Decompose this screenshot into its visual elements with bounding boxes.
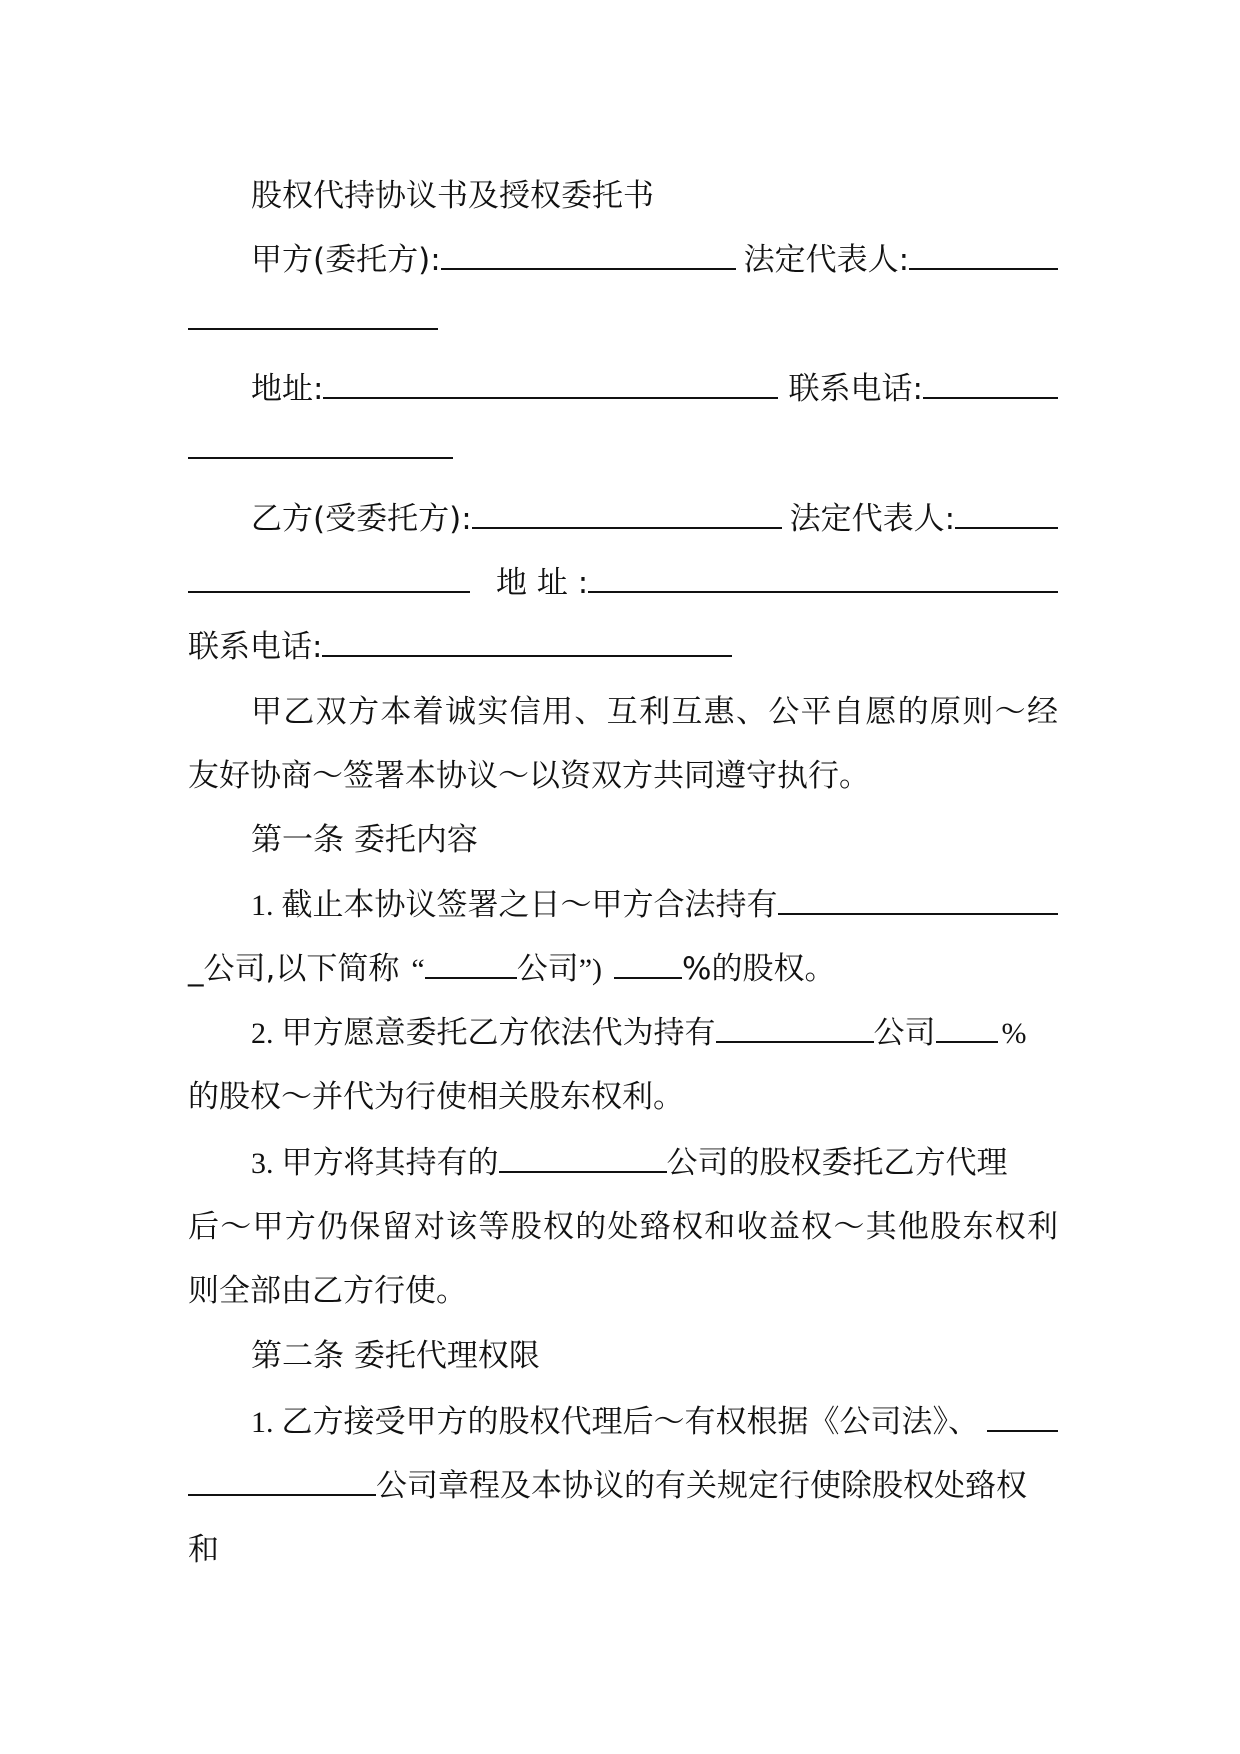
- item-number: 3.: [251, 1147, 274, 1180]
- preamble-line-1: [188, 680, 1058, 744]
- party-b-label: 乙方(受委托方):: [251, 501, 472, 537]
- preamble-line-2: [188, 744, 1058, 808]
- party-b-name-field[interactable]: [472, 497, 782, 529]
- article-1-item-3-line-1: [188, 1131, 1058, 1195]
- document-title: [188, 164, 1058, 228]
- party-b-phone-field[interactable]: [322, 625, 732, 657]
- party-a-legal-rep-continuation: [188, 284, 1058, 348]
- item-text: 乙方接受甲方的股权代理后～有权根据《公司法》、: [281, 1404, 979, 1440]
- party-a-phone-continuation: [188, 413, 1058, 477]
- party-a-legal-rep-field[interactable]: [909, 238, 1058, 270]
- party-b-legal-rep-field[interactable]: [955, 497, 1058, 529]
- party-a-row: [188, 228, 1058, 292]
- item-number: 1.: [251, 889, 274, 922]
- article-1-heading: [188, 808, 1058, 872]
- item-text: 甲方愿意委托乙方依法代为持有: [281, 1015, 716, 1051]
- item-text: 公司的股权委托乙方代理: [666, 1145, 1008, 1181]
- company-short-name-field[interactable]: [425, 947, 517, 979]
- item-text: 和: [188, 1532, 219, 1568]
- article-2-heading: [188, 1324, 1058, 1388]
- party-a-address-row: [188, 357, 1058, 421]
- party-a-label: 甲方(委托方):: [251, 242, 441, 278]
- party-a-legal-rep-label: 法定代表人:: [743, 242, 910, 278]
- share-percent-field[interactable]: [936, 1011, 998, 1043]
- company-name-field-cont[interactable]: [188, 1464, 376, 1496]
- item-text: 截止本协议签署之日～甲方合法持有: [281, 887, 778, 923]
- company-name-field[interactable]: [716, 1011, 874, 1043]
- item-text: 甲方将其持有的: [281, 1145, 499, 1181]
- party-b-phone-row: [188, 615, 1058, 679]
- article-2-item-1-line-2: [188, 1454, 1058, 1518]
- party-a-name-field[interactable]: [441, 238, 736, 270]
- title-text: 股权代持协议书及授权委托书: [251, 178, 654, 214]
- item-text: 后～甲方仍保留对该等股权的处臵权和收益权～其他股东权利: [188, 1209, 1058, 1245]
- article-1-item-1-line-1: [188, 873, 1058, 937]
- party-a-phone-label: 联系电话:: [788, 371, 923, 407]
- percent-sign: %: [1001, 1017, 1027, 1050]
- article-2-heading-text: 第二条 委托代理权限: [251, 1338, 540, 1374]
- quote-open: “: [411, 953, 425, 986]
- share-percent-field[interactable]: [614, 947, 682, 979]
- item-text: 公司章程及本协议的有关规定行使除股权处臵权: [376, 1468, 1027, 1504]
- quote-close: ”): [578, 953, 602, 986]
- preamble-text-1: 甲乙双方本着诚实信用、互利互惠、公平自愿的原则～经: [251, 694, 1058, 730]
- item-number: 1.: [251, 1406, 274, 1439]
- item-text: 则全部由乙方行使。: [188, 1273, 467, 1309]
- item-text: 的股权～并代为行使相关股东权利。: [188, 1079, 684, 1115]
- article-2-item-1-line-3: [188, 1518, 1058, 1582]
- company-name-field[interactable]: [987, 1400, 1058, 1432]
- preamble-text-2: 友好协商～签署本协议～以资双方共同遵守执行。: [188, 758, 870, 794]
- article-1-item-2-line-1: [188, 1001, 1058, 1065]
- party-a-address-label: 地址:: [251, 371, 324, 407]
- party-a-phone-field[interactable]: [923, 367, 1058, 399]
- party-b-address-label: 地 址 :: [496, 565, 589, 601]
- article-2-item-1-line-1: [188, 1390, 1058, 1454]
- article-1-heading-text: 第一条 委托内容: [251, 822, 478, 858]
- party-b-phone-label: 联系电话:: [188, 629, 323, 665]
- company-name-field[interactable]: [499, 1141, 667, 1173]
- item-text: 公司: [516, 951, 579, 987]
- item-number: 2.: [251, 1017, 274, 1050]
- company-name-field[interactable]: [778, 883, 1059, 915]
- party-b-row: [188, 487, 1058, 551]
- party-b-legal-rep-field-cont[interactable]: [188, 561, 470, 593]
- item-text: %的股权。: [682, 951, 836, 987]
- party-a-legal-rep-field-cont[interactable]: [188, 298, 438, 330]
- party-a-phone-field-cont[interactable]: [188, 427, 453, 459]
- party-a-address-field[interactable]: [323, 367, 778, 399]
- article-1-item-2-line-2: [188, 1065, 1058, 1129]
- party-b-legal-rep-label: 法定代表人:: [789, 501, 956, 537]
- article-1-item-1-line-2: [188, 937, 1058, 1001]
- article-1-item-3-line-2: [188, 1195, 1058, 1259]
- party-b-address-field[interactable]: [588, 561, 1058, 593]
- article-1-item-3-line-3: [188, 1259, 1058, 1323]
- item-text: 公司: [873, 1015, 936, 1051]
- item-text: _公司,以下简称: [188, 951, 400, 987]
- party-b-address-row: [188, 551, 1058, 615]
